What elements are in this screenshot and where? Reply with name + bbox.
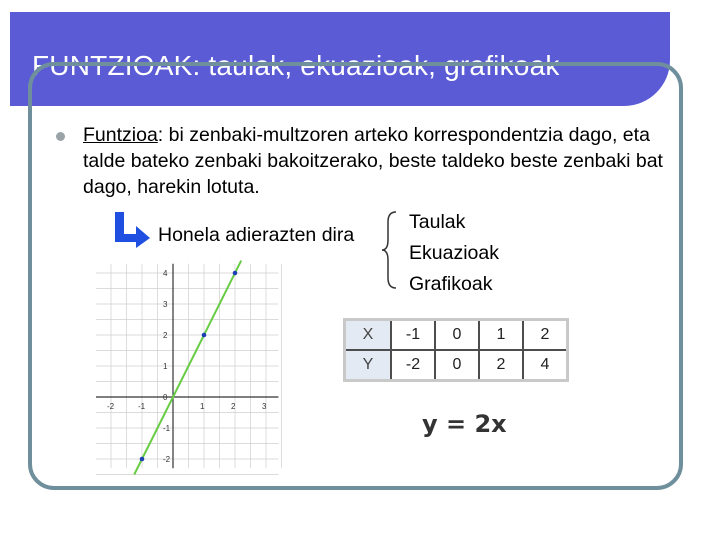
table-row-y <box>345 350 568 381</box>
x-tick-label: 2 <box>231 402 236 411</box>
y-tick-label: 2 <box>163 331 168 340</box>
table-cell: 2 <box>523 320 568 351</box>
term-funtzioa: Funtzioa <box>83 124 158 146</box>
arrow-icon <box>110 210 152 248</box>
x-tick-label: -1 <box>138 402 146 411</box>
bullet-dot <box>56 132 65 141</box>
y-tick-label: -2 <box>163 455 171 464</box>
table-cell: 0 <box>435 350 479 381</box>
table-cell: -2 <box>391 350 435 381</box>
y-tick-label: 3 <box>163 300 168 309</box>
function-graph <box>96 260 286 482</box>
y-tick-label: 0 <box>163 393 168 402</box>
y-tick-label: 4 <box>163 269 168 278</box>
x-tick-label: 3 <box>262 402 267 411</box>
table-cell: -1 <box>391 320 435 351</box>
equation: y = 2x <box>422 410 507 438</box>
values-table <box>343 318 569 382</box>
data-point <box>233 271 238 276</box>
data-point <box>202 333 207 338</box>
represent-label: Honela adierazten dira <box>158 224 355 246</box>
table-row-x <box>345 320 568 351</box>
table-cell: 0 <box>435 320 479 351</box>
curly-brace-icon <box>378 208 404 292</box>
function-line <box>134 261 241 475</box>
table-header-y: Y <box>345 350 392 381</box>
y-tick-label: 1 <box>163 362 168 371</box>
form-equations: Ekuazioak <box>409 242 499 264</box>
table-header-x: X <box>345 320 392 351</box>
table-cell: 2 <box>479 350 523 381</box>
x-tick-label: 1 <box>200 402 205 411</box>
y-tick-label: -1 <box>163 424 171 433</box>
definition-text: : bi zenbaki-multzoren arteko korrespondentzia dago, eta talde bateko zenbaki bakoitzerako, beste taldeko beste zenbaki bat dago, harekin lotuta. <box>83 124 663 198</box>
table-cell: 1 <box>479 320 523 351</box>
forms-list <box>409 207 499 300</box>
form-graphs: Grafikoak <box>409 273 493 295</box>
table-cell: 4 <box>523 350 568 381</box>
data-point <box>140 457 145 462</box>
slide-title: FUNTZIOAK: taulak, ekuazioak, grafikoak <box>32 50 560 81</box>
x-tick-label: -2 <box>107 402 115 411</box>
form-tables: Taulak <box>409 211 466 233</box>
definition-paragraph <box>83 122 683 200</box>
